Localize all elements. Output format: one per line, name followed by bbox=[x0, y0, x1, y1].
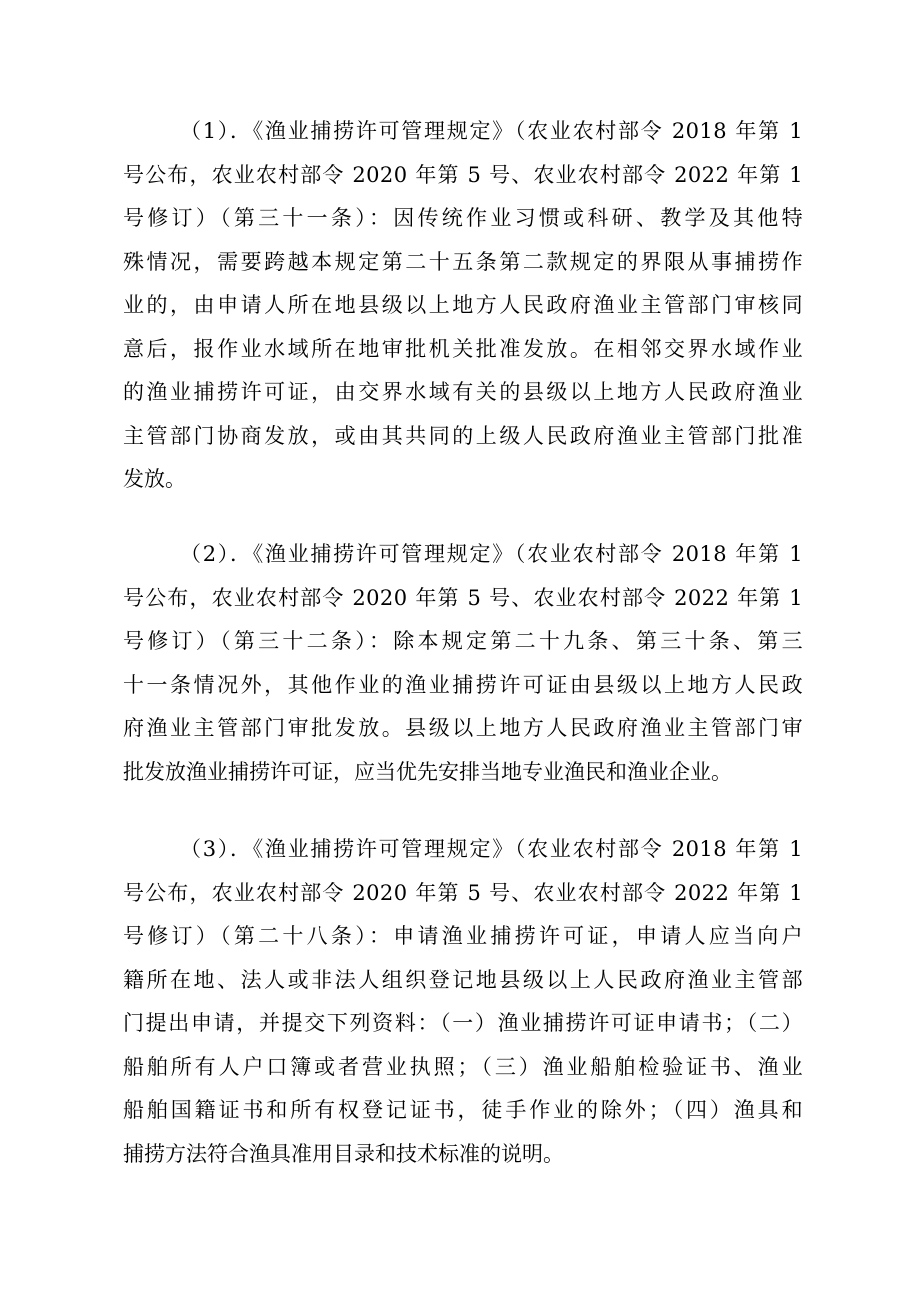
text-line: 主管部门协商发放，或由其共同的上级人民政府渔业主管部门批准 bbox=[123, 423, 803, 448]
text-line: 号公布，农业农村部令 2020 年第 5 号、农业农村部令 2022 年第 1 bbox=[123, 880, 803, 905]
text-line: 意后，报作业水域所在地审批机关批准发放。在相邻交界水域作业 bbox=[123, 336, 803, 361]
text-line: 号修订）（第二十八条）：申请渔业捕捞许可证，申请人应当向户 bbox=[123, 924, 803, 948]
text-line: 府渔业主管部门审批发放。县级以上地方人民政府渔业主管部门审 bbox=[123, 716, 803, 740]
text-line: （2）．《渔业捕捞许可管理规定》（农业农村部令 2018 年第 1 bbox=[180, 542, 803, 566]
text-line: （3）．《渔业捕捞许可管理规定》（农业农村部令 2018 年第 1 bbox=[180, 837, 803, 861]
text-line: 门提出申请，并提交下列资料：（一）渔业捕捞许可证申请书；（二） bbox=[123, 1011, 803, 1035]
text-line: 殊情况，需要跨越本规定第二十五条第二款规定的界限从事捕捞作 bbox=[123, 249, 803, 274]
text-line: 船舶所有人户口簿或者营业执照；（三）渔业船舶检验证书、渔业 bbox=[123, 1054, 803, 1079]
text-line: 十一条情况外，其他作业的渔业捕捞许可证由县级以上地方人民政 bbox=[123, 672, 803, 697]
text-line: 业的，由申请人所在地县级以上地方人民政府渔业主管部门审核同 bbox=[123, 293, 803, 317]
text-line: 号公布，农业农村部令 2020 年第 5 号、农业农村部令 2022 年第 1 bbox=[123, 585, 803, 610]
paragraph-1 bbox=[123, 110, 803, 502]
text-line: 号修订）（第三十一条）：因传统作业习惯或科研、教学及其他特 bbox=[123, 206, 803, 230]
text-line: 批发放渔业捕捞许可证，应当优先安排当地专业渔民和渔业企业。 bbox=[123, 759, 732, 784]
text-line: （1）．《渔业捕捞许可管理规定》（农业农村部令 2018 年第 1 bbox=[180, 119, 803, 143]
paragraph-2 bbox=[123, 533, 803, 794]
text-line: 号修订）（第三十二条）：除本规定第二十九条、第三十条、第三 bbox=[123, 629, 803, 653]
text-line: 号公布，农业农村部令 2020 年第 5 号、农业农村部令 2022 年第 1 bbox=[123, 162, 803, 187]
text-line: 籍所在地、法人或非法人组织登记地县级以上人民政府渔业主管部 bbox=[123, 967, 803, 992]
paragraph-3 bbox=[123, 828, 803, 1176]
text-line: 发放。 bbox=[123, 467, 186, 491]
text-line: 的渔业捕捞许可证，由交界水域有关的县级以上地方人民政府渔业 bbox=[123, 380, 803, 404]
text-line: 捕捞方法符合渔具准用目录和技术标准的说明。 bbox=[123, 1141, 564, 1166]
text-line: 船舶国籍证书和所有权登记证书，徒手作业的除外；（四）渔具和 bbox=[123, 1098, 803, 1122]
